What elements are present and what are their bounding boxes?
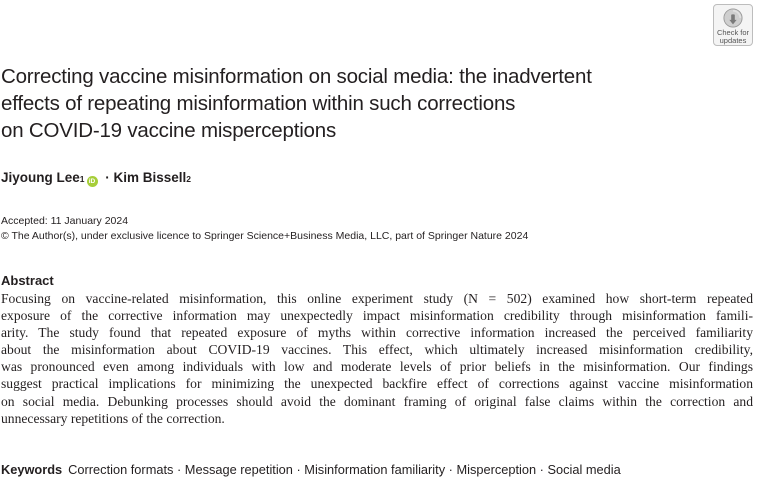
title-line: on COVID-19 vaccine misperceptions	[1, 119, 337, 142]
publication-info	[1, 214, 528, 244]
abstract-heading: Abstract	[1, 273, 54, 288]
abstract-text	[1, 290, 753, 427]
orcid-icon[interactable]: iD	[87, 176, 98, 187]
author-affiliation-mark: 1	[79, 174, 85, 184]
check-for-updates-badge[interactable]	[713, 4, 753, 46]
abstract-line: exposure of the corrective information may unexpectedly impact misinformation credibility through misinformation famili-	[1, 308, 753, 324]
keywords	[1, 462, 621, 477]
abstract-line: about the misinformation about COVID-19 vaccines. This effect, which ultimately increased misinformation credibility,	[1, 342, 753, 358]
author-name[interactable]: Jiyoung Lee	[1, 170, 80, 185]
abstract-line: suggest practical implications for minimizing the unexpected backfire effect of corrections against vaccine misinformation	[1, 376, 753, 392]
keywords-label: Keywords	[1, 462, 63, 477]
title-line: effects of repeating misinformation within such corrections	[1, 92, 516, 115]
abstract-line: unnecessary repetitions of the correction.	[1, 410, 225, 426]
check-updates-icon	[722, 8, 744, 28]
author-name[interactable]: Kim Bissell	[113, 170, 187, 185]
title-line: Correcting vaccine misinformation on social media: the inadvertent	[1, 65, 592, 88]
abstract-line: was pronounced even among individuals with low and moderate levels of prior beliefs in the misinformation. Our findings	[1, 359, 753, 375]
accepted-date: Accepted: 11 January 2024	[1, 215, 129, 227]
abstract-line: arity. The study found that repeated exposure of myths within corrective information increased the perceived familiarity	[1, 325, 753, 341]
article-title	[1, 63, 691, 144]
abstract-line: on social media. Debunking processes should avoid the dominant framing of original false claims within the correction and	[1, 393, 753, 409]
author-list	[1, 170, 191, 186]
author-affiliation-mark: 2	[186, 174, 192, 184]
copyright-notice: © The Author(s), under exclusive licence to Springer Science+Business Media, LLC, part of Springer Nature 2024	[1, 230, 529, 242]
keywords-list: Correction formats · Message repetition · Misinformation familiarity · Misperception · Social media	[68, 462, 621, 477]
abstract-line: Focusing on vaccine-related misinformation, this online experiment study (N = 502) examined how short-term repeated	[1, 291, 753, 306]
author-separator: ·	[101, 170, 114, 185]
check-updates-label: Check for updates	[716, 28, 750, 45]
